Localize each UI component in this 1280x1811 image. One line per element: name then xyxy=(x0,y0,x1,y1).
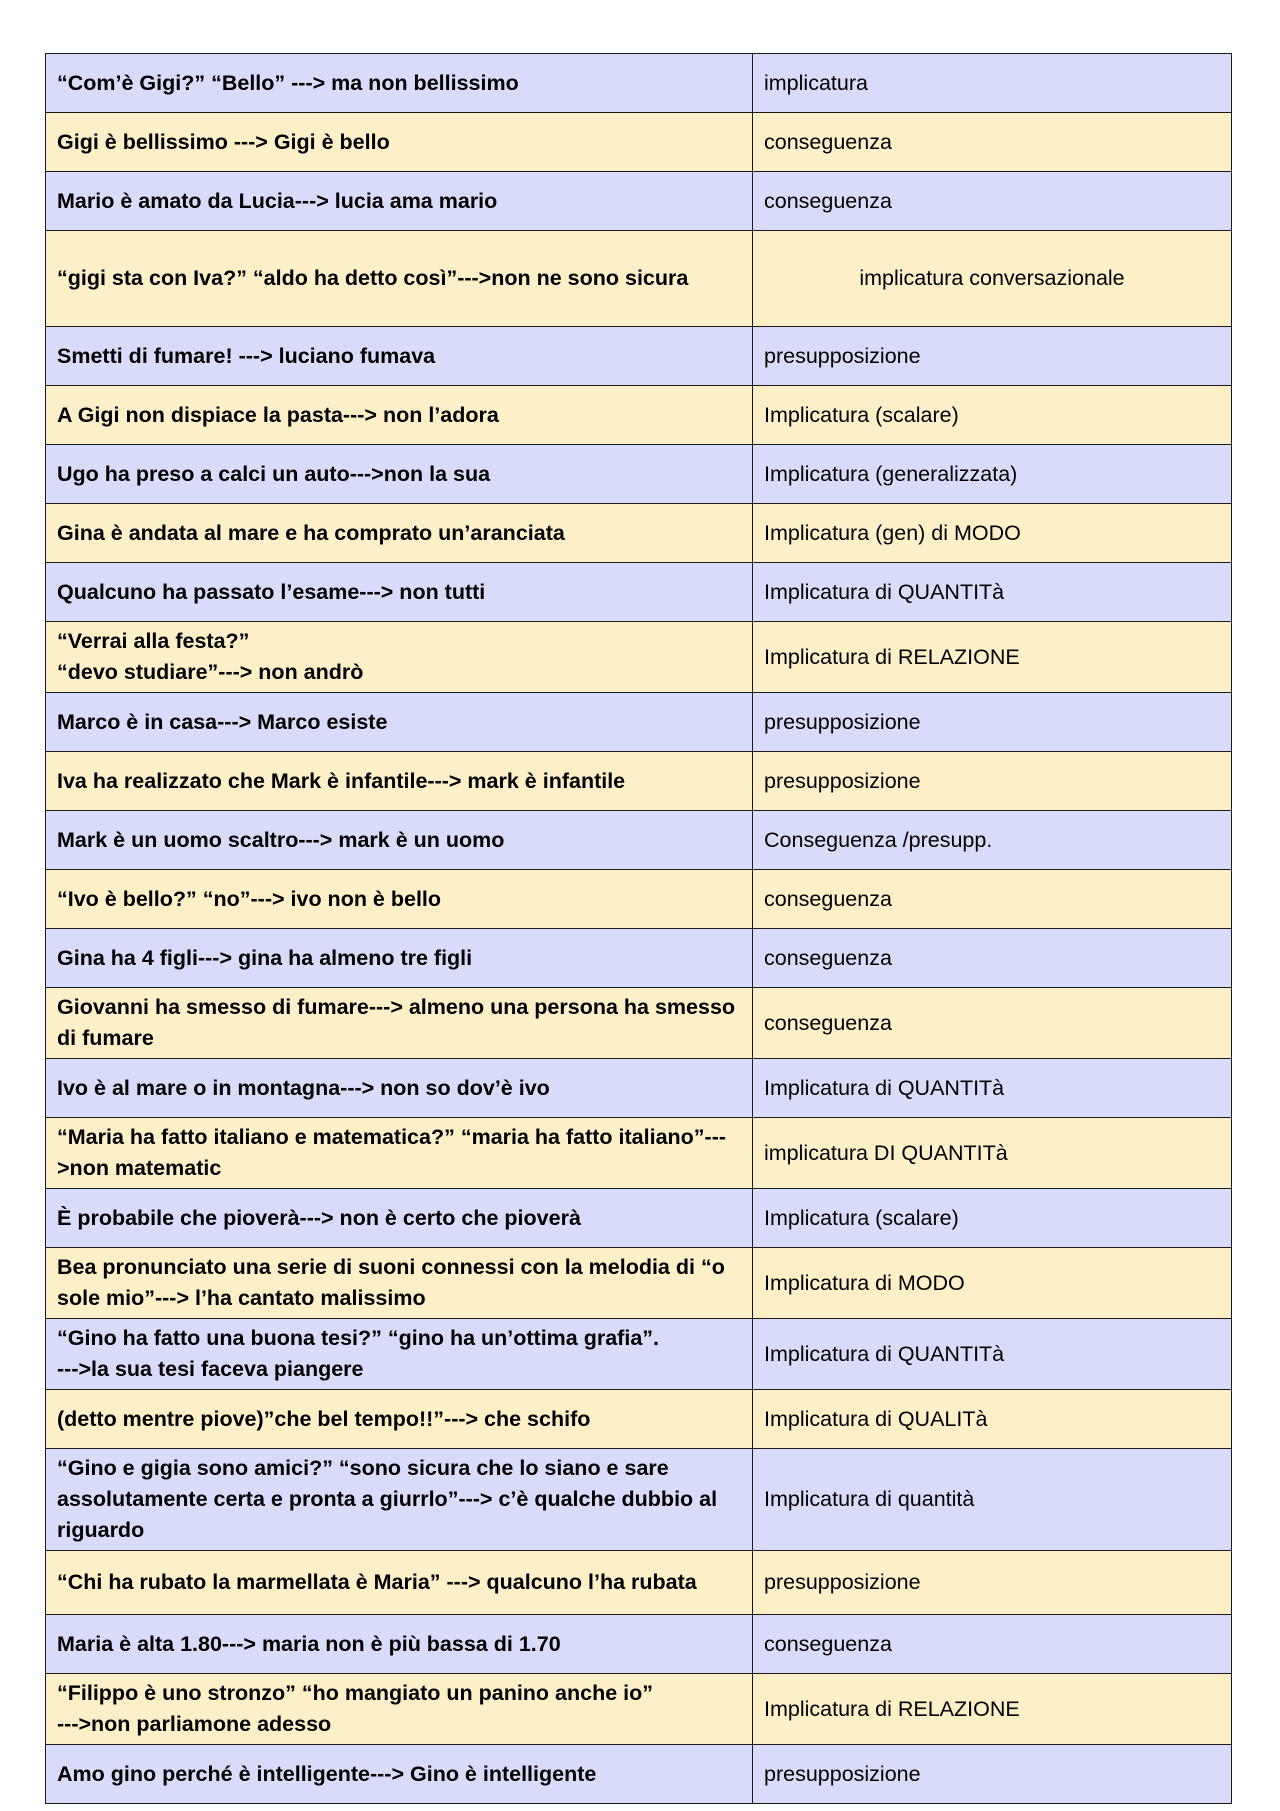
type-cell: Implicatura di quantità xyxy=(753,1449,1232,1551)
table-row xyxy=(46,172,1232,231)
type-cell: Conseguenza /presupp. xyxy=(753,811,1232,870)
example-cell: “Chi ha rubato la marmellata è Maria” ---> qualcuno l’ha rubata xyxy=(46,1551,753,1615)
table-row xyxy=(46,327,1232,386)
type-cell: Implicatura (gen) di MODO xyxy=(753,504,1232,563)
type-cell: conseguenza xyxy=(753,113,1232,172)
example-cell: Smetti di fumare! ---> luciano fumava xyxy=(46,327,753,386)
example-cell: (detto mentre piove)”che bel tempo!!”---> che schifo xyxy=(46,1390,753,1449)
example-cell: Gigi è bellissimo ---> Gigi è bello xyxy=(46,113,753,172)
example-cell: Ivo è al mare o in montagna---> non so dov’è ivo xyxy=(46,1059,753,1118)
table-row xyxy=(46,988,1232,1059)
type-cell: Implicatura di QUANTITà xyxy=(753,1059,1232,1118)
table-row xyxy=(46,622,1232,693)
type-cell: implicatura conversazionale xyxy=(753,231,1232,327)
table-row xyxy=(46,929,1232,988)
example-cell: Mark è un uomo scaltro---> mark è un uomo xyxy=(46,811,753,870)
example-cell: “Verrai alla festa?” “devo studiare”---> non andrò xyxy=(46,622,753,693)
example-cell: Gina è andata al mare e ha comprato un’aranciata xyxy=(46,504,753,563)
type-cell: presupposizione xyxy=(753,1745,1232,1804)
example-cell: Marco è in casa---> Marco esiste xyxy=(46,693,753,752)
table-row xyxy=(46,1745,1232,1804)
type-cell: presupposizione xyxy=(753,752,1232,811)
type-cell: Implicatura di QUALITà xyxy=(753,1390,1232,1449)
example-cell: “Com’è Gigi?” “Bello” ---> ma non bellissimo xyxy=(46,54,753,113)
type-cell: implicatura DI QUANTITà xyxy=(753,1118,1232,1189)
example-cell: “Ivo è bello?” “no”---> ivo non è bello xyxy=(46,870,753,929)
type-cell: conseguenza xyxy=(753,172,1232,231)
example-cell: “Maria ha fatto italiano e matematica?” “maria ha fatto italiano”--->non matematic xyxy=(46,1118,753,1189)
type-cell: implicatura xyxy=(753,54,1232,113)
example-cell: Maria è alta 1.80---> maria non è più bassa di 1.70 xyxy=(46,1615,753,1674)
example-cell: È probabile che pioverà---> non è certo che pioverà xyxy=(46,1189,753,1248)
table-row xyxy=(46,811,1232,870)
examples-table xyxy=(45,53,1232,1804)
table-row xyxy=(46,113,1232,172)
document-page xyxy=(45,53,1232,1804)
example-cell: Gina ha 4 figli---> gina ha almeno tre figli xyxy=(46,929,753,988)
table-row xyxy=(46,231,1232,327)
example-cell: Mario è amato da Lucia---> lucia ama mario xyxy=(46,172,753,231)
table-row xyxy=(46,1449,1232,1551)
table-row xyxy=(46,445,1232,504)
table-row xyxy=(46,1319,1232,1390)
example-cell: “Filippo è uno stronzo” “ho mangiato un panino anche io” --->non parliamone adesso xyxy=(46,1674,753,1745)
table-row xyxy=(46,1189,1232,1248)
example-cell: Ugo ha preso a calci un auto--->non la sua xyxy=(46,445,753,504)
table-row xyxy=(46,386,1232,445)
type-cell: conseguenza xyxy=(753,1615,1232,1674)
type-cell: conseguenza xyxy=(753,870,1232,929)
example-cell: Amo gino perché è intelligente---> Gino è intelligente xyxy=(46,1745,753,1804)
example-cell: “Gino e gigia sono amici?” “sono sicura che lo siano e sare assolutamente certa e pronta a giurrlo”---> c’è qualche dubbio al riguardo xyxy=(46,1449,753,1551)
table-row xyxy=(46,1118,1232,1189)
table-row xyxy=(46,1551,1232,1615)
type-cell: Implicatura di RELAZIONE xyxy=(753,622,1232,693)
table-row xyxy=(46,1248,1232,1319)
type-cell: Implicatura di MODO xyxy=(753,1248,1232,1319)
type-cell: Implicatura (scalare) xyxy=(753,386,1232,445)
example-cell: A Gigi non dispiace la pasta---> non l’adora xyxy=(46,386,753,445)
table-row xyxy=(46,693,1232,752)
type-cell: Implicatura (generalizzata) xyxy=(753,445,1232,504)
type-cell: conseguenza xyxy=(753,988,1232,1059)
example-cell: Giovanni ha smesso di fumare---> almeno una persona ha smesso di fumare xyxy=(46,988,753,1059)
examples-table-body xyxy=(46,54,1232,1804)
type-cell: presupposizione xyxy=(753,693,1232,752)
table-row xyxy=(46,1059,1232,1118)
table-row xyxy=(46,504,1232,563)
example-cell: Iva ha realizzato che Mark è infantile---> mark è infantile xyxy=(46,752,753,811)
table-row xyxy=(46,1390,1232,1449)
table-row xyxy=(46,752,1232,811)
type-cell: conseguenza xyxy=(753,929,1232,988)
type-cell: Implicatura di RELAZIONE xyxy=(753,1674,1232,1745)
example-cell: Qualcuno ha passato l’esame---> non tutti xyxy=(46,563,753,622)
type-cell: presupposizione xyxy=(753,327,1232,386)
table-row xyxy=(46,870,1232,929)
table-row xyxy=(46,1615,1232,1674)
table-row xyxy=(46,563,1232,622)
type-cell: Implicatura (scalare) xyxy=(753,1189,1232,1248)
type-cell: Implicatura di QUANTITà xyxy=(753,563,1232,622)
example-cell: Bea pronunciato una serie di suoni connessi con la melodia di “o sole mio”---> l’ha cantato malissimo xyxy=(46,1248,753,1319)
type-cell: Implicatura di QUANTITà xyxy=(753,1319,1232,1390)
type-cell: presupposizione xyxy=(753,1551,1232,1615)
table-row xyxy=(46,54,1232,113)
example-cell: “gigi sta con Iva?” “aldo ha detto così”--->non ne sono sicura xyxy=(46,231,753,327)
table-row xyxy=(46,1674,1232,1745)
example-cell: “Gino ha fatto una buona tesi?” “gino ha un’ottima grafia”. --->la sua tesi faceva piangere xyxy=(46,1319,753,1390)
